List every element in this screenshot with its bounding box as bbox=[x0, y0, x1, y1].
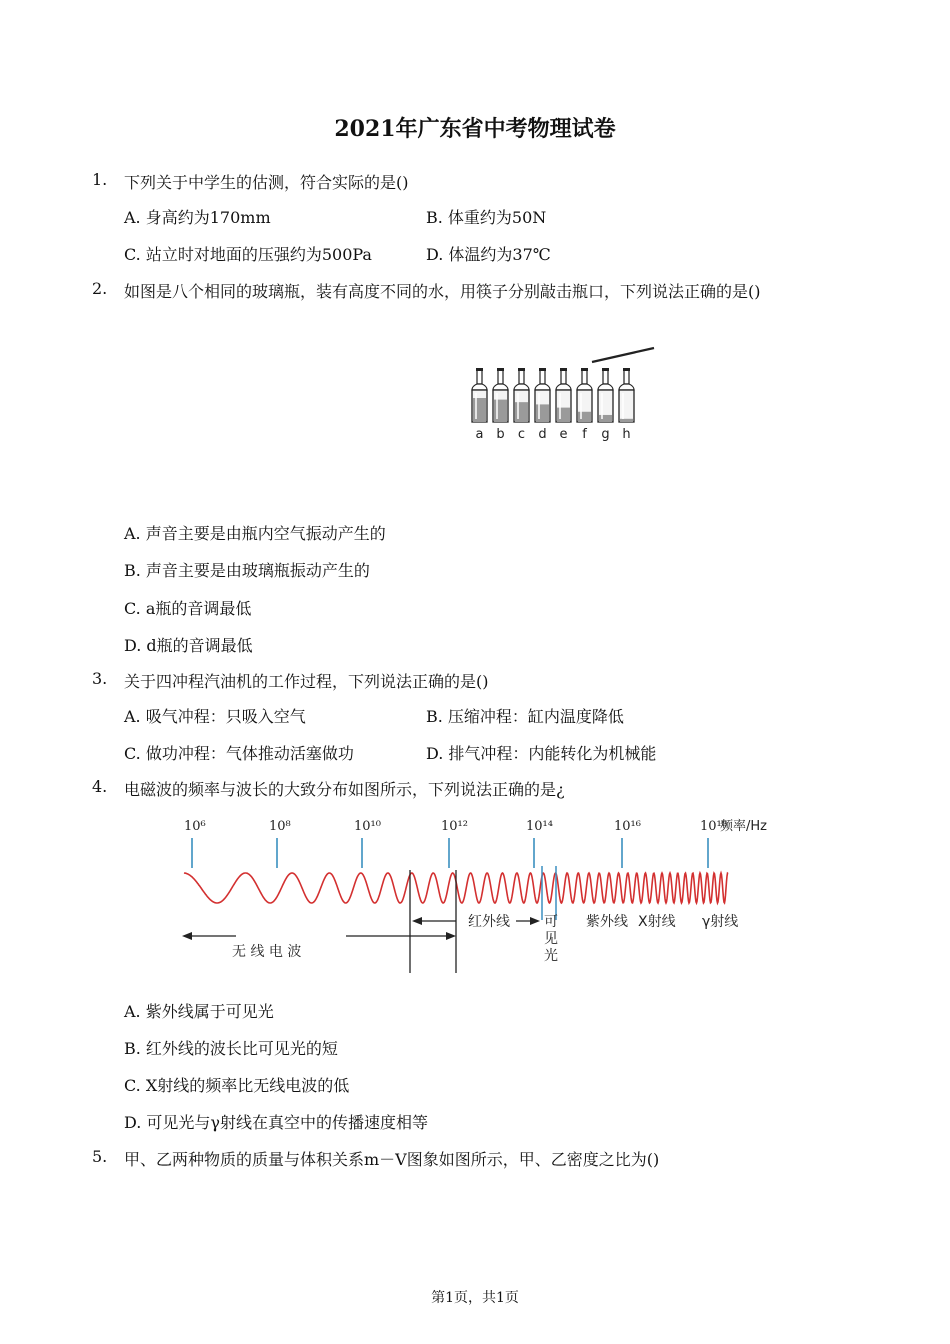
visible-arrow-head bbox=[530, 917, 540, 925]
option-d: D. 排气冲程：内能转化为机械能 bbox=[426, 744, 657, 763]
bottle bbox=[493, 368, 508, 422]
bottles-figure bbox=[462, 340, 667, 450]
frequency-ticks bbox=[184, 819, 727, 868]
gamma-label: γ射线 bbox=[702, 914, 739, 930]
frequency-label: 10¹² bbox=[441, 819, 468, 834]
option-d: D. 可见光与γ射线在真空中的传播速度相等 bbox=[124, 1113, 428, 1132]
bottle-cap bbox=[518, 368, 525, 371]
bottle-label: c bbox=[517, 427, 526, 442]
bottle-shoulder bbox=[535, 384, 550, 390]
bottle-shoulder bbox=[577, 384, 592, 390]
question-number: 3. bbox=[92, 669, 108, 688]
page-title: 2021年广东省中考物理试卷 bbox=[334, 116, 616, 142]
frequency-unit-label: 频率/Hz bbox=[720, 819, 767, 834]
bottle bbox=[556, 368, 571, 422]
question-text: 关于四冲程汽油机的工作过程，下列说法正确的是() bbox=[124, 672, 489, 691]
bottle-neck bbox=[582, 370, 587, 384]
bottle-cap bbox=[623, 368, 630, 371]
option-b: B. 压缩冲程：缸内温度降低 bbox=[426, 707, 624, 726]
option-d: D. d瓶的音调最低 bbox=[124, 636, 253, 655]
bottle-cap bbox=[560, 368, 567, 371]
question-number: 5. bbox=[92, 1147, 108, 1166]
infrared-arrow-head bbox=[412, 917, 422, 925]
bottle-shoulder bbox=[556, 384, 571, 390]
infrared-label: 红外线 bbox=[468, 914, 510, 930]
frequency-label: 10⁶ bbox=[184, 819, 206, 834]
bottle bbox=[577, 368, 592, 422]
page-footer: 第1页，共1页 bbox=[431, 1290, 519, 1306]
bottle-label: e bbox=[559, 427, 568, 442]
bottle-water bbox=[473, 398, 486, 422]
option-b: B. 声音主要是由玻璃瓶振动产生的 bbox=[124, 561, 370, 580]
bottle bbox=[598, 368, 613, 422]
bottle-water bbox=[536, 404, 549, 422]
bottle-cap bbox=[476, 368, 483, 371]
bottle-neck bbox=[561, 370, 566, 384]
question-number: 2. bbox=[92, 279, 108, 298]
bottle-label: a bbox=[475, 427, 484, 442]
option-a: A. 身高约为170mm bbox=[124, 208, 271, 227]
bottle bbox=[472, 368, 487, 422]
bottle-cap bbox=[539, 368, 546, 371]
bottle bbox=[619, 368, 634, 422]
bottle-shoulder bbox=[598, 384, 613, 390]
question-text: 甲、乙两种物质的质量与体积关系m－V图象如图所示，甲、乙密度之比为() bbox=[124, 1150, 660, 1169]
bottle-body bbox=[619, 390, 634, 422]
bottle-water bbox=[494, 400, 507, 422]
bottle-label: h bbox=[622, 427, 631, 442]
option-b: B. 红外线的波长比可见光的短 bbox=[124, 1039, 338, 1058]
frequency-label: 10¹⁰ bbox=[354, 819, 381, 834]
bottle-water bbox=[578, 412, 591, 422]
bottle-label: d bbox=[538, 427, 547, 442]
bottle-neck bbox=[540, 370, 545, 384]
frequency-label: 10⁸ bbox=[269, 819, 291, 834]
bottle-row bbox=[472, 368, 634, 422]
bottle-shoulder bbox=[514, 384, 529, 390]
bottle-water bbox=[557, 408, 570, 422]
question-number: 4. bbox=[92, 777, 108, 796]
em-spectrum-figure bbox=[172, 808, 782, 978]
bottle-label: g bbox=[601, 427, 610, 442]
option-c: C. a瓶的音调最低 bbox=[124, 599, 252, 618]
option-c: C. 站立时对地面的压强约为500Pa bbox=[124, 245, 372, 264]
option-a: A. 声音主要是由瓶内空气振动产生的 bbox=[124, 524, 386, 543]
bottle-labels bbox=[476, 427, 631, 442]
option-a: A. 紫外线属于可见光 bbox=[124, 1002, 274, 1021]
bottle-neck bbox=[603, 370, 608, 384]
bottle bbox=[535, 368, 550, 422]
bottle-neck bbox=[519, 370, 524, 384]
question-text: 下列关于中学生的估测，符合实际的是() bbox=[124, 173, 409, 192]
visible-label-1: 可 bbox=[544, 914, 558, 930]
radio-label: 无 线 电 波 bbox=[232, 944, 302, 960]
radio-arrow-right-head bbox=[446, 932, 456, 940]
question-number: 1. bbox=[92, 170, 108, 189]
frequency-label: 10¹⁴ bbox=[526, 819, 553, 834]
bottle-label: b bbox=[496, 427, 505, 442]
bottle-shoulder bbox=[472, 384, 487, 390]
visible-label-2: 见 bbox=[544, 931, 558, 947]
bottle-neck bbox=[477, 370, 482, 384]
frequency-label: 10¹⁶ bbox=[614, 819, 641, 834]
bottle-cap bbox=[497, 368, 504, 371]
bottle-shoulder bbox=[493, 384, 508, 390]
bottle-neck bbox=[624, 370, 629, 384]
frequency-label: 10¹⁸ bbox=[700, 819, 727, 834]
question-text: 电磁波的频率与波长的大致分布如图所示，下列说法正确的是¿ bbox=[124, 780, 565, 799]
bottle-label: f bbox=[582, 427, 587, 442]
radio-arrow-left-head bbox=[182, 932, 192, 940]
uv-label: 紫外线 bbox=[586, 914, 628, 930]
question-text: 如图是八个相同的玻璃瓶，装有高度不同的水，用筷子分别敲击瓶口，下列说法正确的是() bbox=[124, 282, 761, 301]
bottle-shoulder bbox=[619, 384, 634, 390]
bottle bbox=[514, 368, 529, 422]
bottle-water bbox=[599, 415, 612, 422]
bottle-cap bbox=[581, 368, 588, 371]
option-d: D. 体温约为37℃ bbox=[426, 245, 551, 264]
chopstick bbox=[592, 348, 654, 362]
bottle-water bbox=[515, 402, 528, 422]
xray-label: X射线 bbox=[638, 914, 676, 930]
bottle-water bbox=[620, 419, 633, 422]
option-b: B. 体重约为50N bbox=[426, 208, 547, 227]
option-c: C. X射线的频率比无线电波的低 bbox=[124, 1076, 350, 1095]
bottle-cap bbox=[602, 368, 609, 371]
option-a: A. 吸气冲程：只吸入空气 bbox=[124, 707, 306, 726]
option-c: C. 做功冲程：气体推动活塞做功 bbox=[124, 744, 354, 763]
bottle-neck bbox=[498, 370, 503, 384]
visible-label-3: 光 bbox=[544, 948, 558, 964]
